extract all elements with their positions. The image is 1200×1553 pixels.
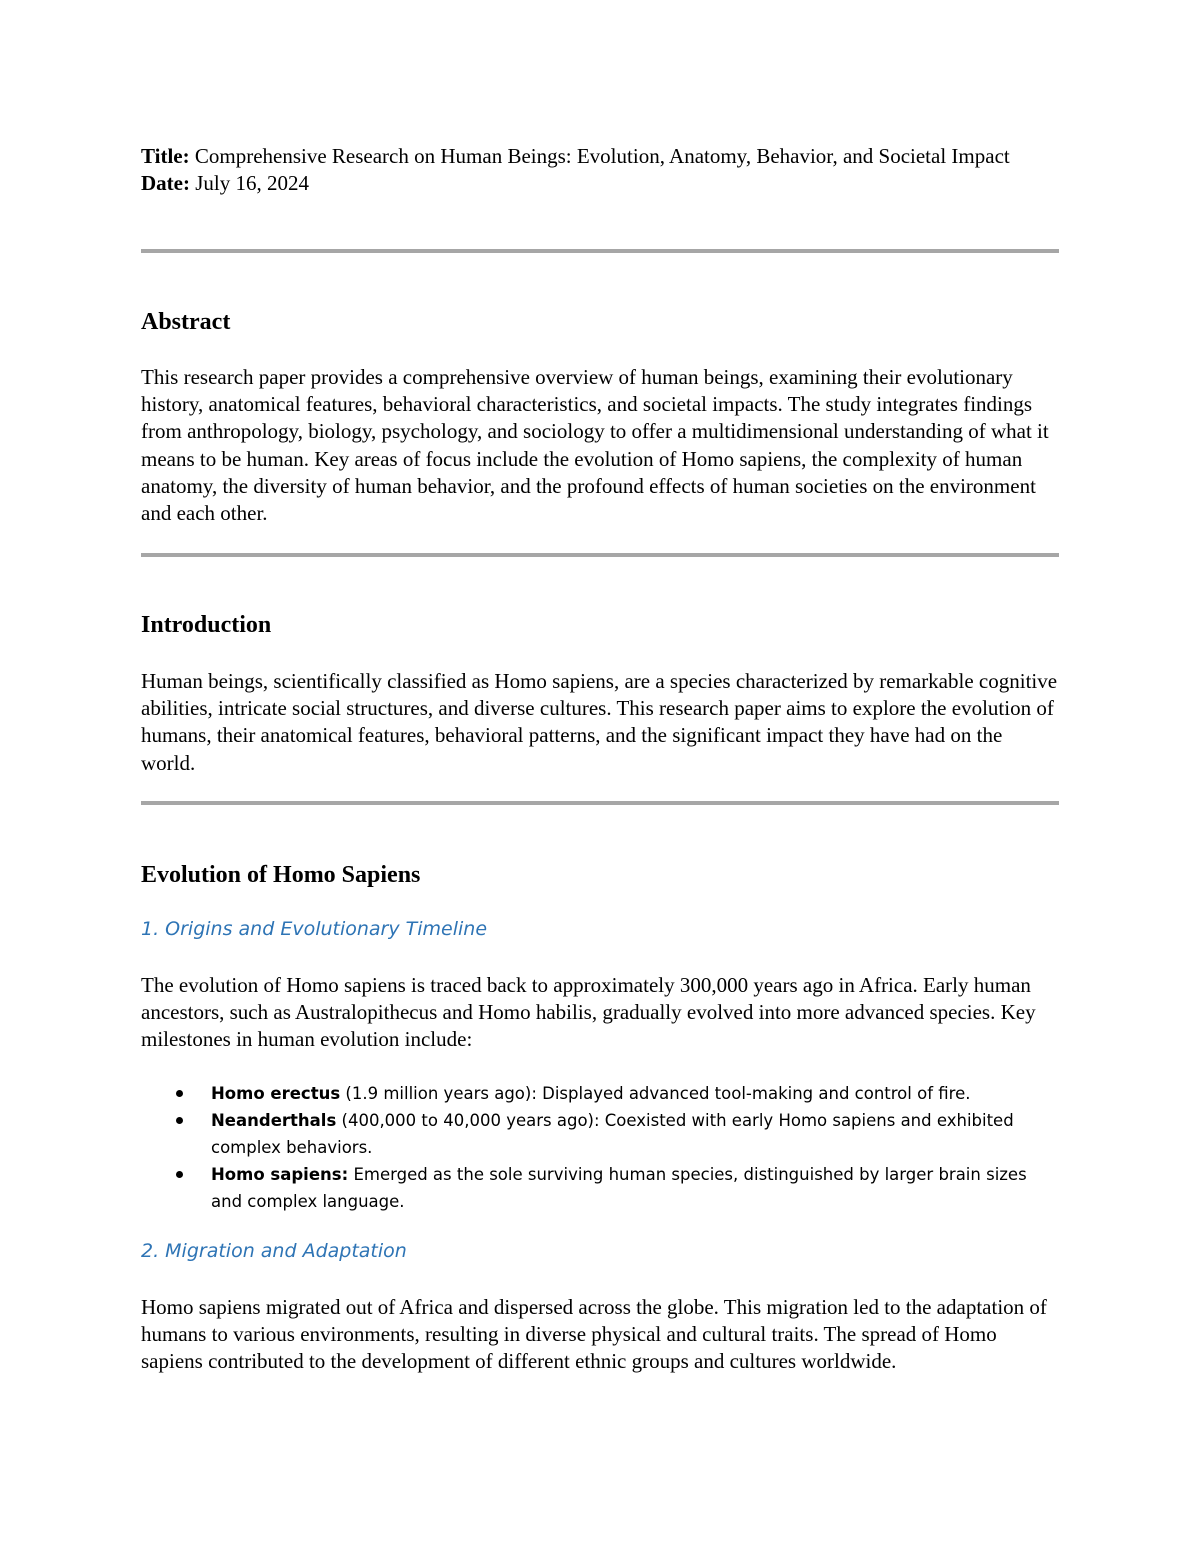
- milestone-term: Homo erectus: [211, 1084, 341, 1103]
- horizontal-rule-1: [141, 249, 1059, 253]
- list-item: [141, 1080, 1059, 1107]
- document-meta: [141, 143, 1059, 197]
- list-item: [141, 1161, 1059, 1215]
- introduction-heading: Introduction: [141, 612, 272, 638]
- title-line: [141, 143, 1059, 170]
- milestone-detail: Emerged as the sole surviving human species, distinguished by larger brain sizes and complex language.: [211, 1165, 1027, 1211]
- document-date: July 16, 2024: [195, 171, 309, 195]
- date-label: Date:: [141, 171, 190, 195]
- milestone-detail: (400,000 to 40,000 years ago): Coexisted with early Homo sapiens and exhibited complex behaviors.: [211, 1111, 1014, 1157]
- origins-subheading: 1. Origins and Evolutionary Timeline: [141, 918, 488, 940]
- migration-subheading: 2. Migration and Adaptation: [141, 1240, 407, 1262]
- document-title: Comprehensive Research on Human Beings: Evolution, Anatomy, Behavior, and Societal Impact: [194, 144, 1010, 168]
- bullet-icon: [176, 1117, 183, 1124]
- milestone-detail: (1.9 million years ago): Displayed advanced tool-making and control of fire.: [340, 1084, 971, 1103]
- introduction-text: Human beings, scientifically classified as Homo sapiens, are a species characterized by remarkable cognitive abilities, intricate social structures, and diverse cultures. This research paper aims to explore the evolution of humans, their anatomical features, behavioral patterns, and the significant impact they have had on the world.: [141, 669, 1058, 775]
- title-label: Title:: [141, 144, 190, 168]
- bullet-icon: [176, 1171, 183, 1178]
- bullet-icon: [176, 1090, 183, 1097]
- migration-text: Homo sapiens migrated out of Africa and dispersed across the globe. This migration led to the adaptation of humans to various environments, resulting in diverse physical and cultural traits. The spread of Homo sapiens contributed to the development of different ethnic groups and cultures worldwide.: [141, 1295, 1047, 1374]
- list-item: [141, 1107, 1059, 1161]
- origins-text: The evolution of Homo sapiens is traced back to approximately 300,000 years ago in Africa. Early human ancestors, such as Australopithecus and Homo habilis, gradually evolved into more advanced species. Key milestones in human evolution include:: [141, 973, 1036, 1052]
- horizontal-rule-2: [141, 553, 1059, 557]
- milestone-term: Homo sapiens:: [211, 1165, 349, 1184]
- milestone-term: Neanderthals: [211, 1111, 337, 1130]
- evolution-heading: Evolution of Homo Sapiens: [141, 862, 421, 888]
- abstract-heading: Abstract: [141, 309, 231, 335]
- date-line: [141, 170, 1059, 197]
- abstract-text: This research paper provides a comprehensive overview of human beings, examining their evolutionary history, anatomical features, behavioral characteristics, and societal impacts. The study integrates findings from anthropology, biology, psychology, and sociology to offer a multidimensional understanding of what it means to be human. Key areas of focus include the evolution of Homo sapiens, the complexity of human anatomy, the diversity of human behavior, and the profound effects of human societies on the environment and each other.: [141, 365, 1049, 526]
- horizontal-rule-3: [141, 801, 1059, 805]
- milestones-list: [141, 1080, 1059, 1215]
